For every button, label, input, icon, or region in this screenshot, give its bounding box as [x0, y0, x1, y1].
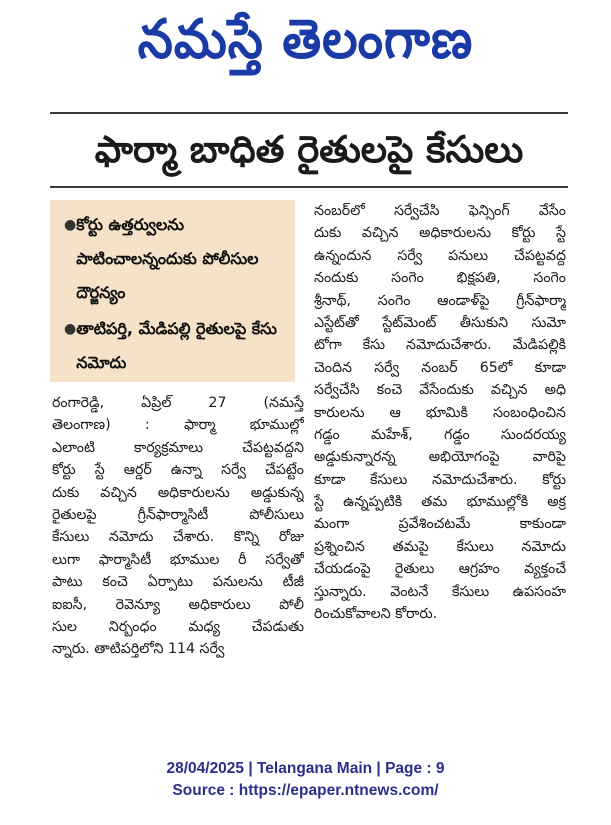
highlights-box	[50, 200, 295, 382]
article-line: కారులను ఆ భూమికి సంబంధించిన	[314, 404, 566, 421]
bullet-icon: ●	[64, 217, 77, 233]
article-line: నందుకు సంగెం భిక్షపతి, సంగెం	[314, 270, 566, 287]
article-line: సర్వేచేసి కంచె వేసేందుకు వచ్చిన అధి	[314, 382, 566, 399]
masthead	[0, 4, 611, 74]
article-line: గడ్డం మహేశ్, గడ్డం సుందరయ్య	[314, 426, 566, 443]
highlight-item	[64, 312, 287, 380]
bullet-icon: ●	[64, 321, 77, 337]
footer-source: Source : https://epaper.ntnews.com/	[172, 782, 439, 799]
masthead-logo: నమస్తే తెలంగాణ	[137, 7, 474, 71]
article-line: ఎస్టేట్‌తో స్టేట్‌మెంట్ తీసుకుని సుమో	[314, 314, 566, 331]
article-line: రించుకోవాలని కోరారు.	[314, 606, 438, 623]
article-line: ఉన్నందున సర్వే పనులు చేపట్టవద్ద	[314, 247, 566, 264]
article-line: మంగా ప్రవేశించటమే కాకుండా	[314, 516, 566, 533]
article-line: న్నారు. తాటిపర్తిలోని 114 సర్వే	[52, 641, 225, 658]
article-line: కోర్టు స్టే ఆర్డర్ ఉన్నా సర్వే చేపట్టేం	[52, 462, 304, 479]
article-line: కూడా కేసులు నమోదుచేశారు. కోర్టు	[314, 471, 566, 488]
article-line: ఎలాంటి కార్యక్రమాలు చేపట్టవద్దని	[52, 439, 304, 456]
article-line: టోగా కేసు నమోదుచేశారు. మేడిపల్లికి	[314, 337, 566, 354]
article-line: పాటు కంచె ఏర్పాటు పనులను టీజీ	[52, 574, 304, 591]
highlight-item	[64, 208, 287, 310]
article-line: ఐఐసీ, రెవెన్యూ అధికారులు పోలీ	[52, 596, 304, 613]
article-line: సుల నిర్బంధం మధ్య చేపడుతు	[52, 618, 304, 635]
article-line: చెందిన సర్వే నంబర్ 65లో కూడా	[314, 359, 566, 376]
highlight-text: తాటిపర్తి, మేడిపల్లి రైతులపై కేసు నమోదు	[76, 319, 277, 372]
headline-bottom-rule	[50, 186, 568, 188]
article-line: రైతులపై గ్రీన్‌ఫార్మాసిటీ పోలీసులు	[52, 506, 304, 523]
footer-dateline: 28/04/2025 | Telangana Main | Page : 9	[166, 760, 445, 777]
article-line: ప్రశ్నించిన తమపై కేసులు నమోదు	[314, 538, 566, 555]
article-line: శ్రీనాథ్, సంగెం ఆండాళ్‌పై గ్రీన్‌ఫార్మా	[314, 292, 566, 309]
article-line: స్టే ఉన్నప్పటికి తమ భూముల్లోకి అక్ర	[314, 494, 566, 511]
article-line: చేయడంపై రైతులు ఆగ్రహం వ్యక్తంచే	[314, 561, 566, 578]
article-line: రంగారెడ్డి, ఏప్రిల్ 27 (నమస్తే	[52, 395, 304, 411]
article-line: తెలంగాణ) : ఫార్మా భూముల్లో	[52, 417, 304, 434]
article-line: లుగా ఫార్మాసిటీ భూముల రీ సర్వేతో	[52, 551, 304, 568]
article-line: దుకు వచ్చిన అధికారులను అడ్డుకున్న	[52, 484, 304, 501]
article-line: అడ్డుకున్నారన్న అభియోగంపై వారిపై	[314, 449, 566, 466]
article-line: దుకు వచ్చిన అధికారులను కోర్టు స్టే	[314, 225, 566, 242]
article-headline: ఫార్మా బాధిత రైతులపై కేసులు	[94, 128, 524, 171]
article-line: స్తున్నారు. వెంటనే కేసులు ఉపసంహ	[314, 583, 566, 600]
article-line: నంబర్‌లో సర్వేచేసి ఫెన్సింగ్ వేసేం	[314, 203, 566, 219]
headline-top-rule	[50, 112, 568, 114]
article-column-right	[314, 200, 566, 625]
article-column-left	[52, 392, 304, 661]
highlight-text: కోర్టు ఉత్తర్వులను పాటించాలన్నందుకు పోలీసుల దౌర్జన్యం	[76, 215, 259, 302]
footer	[0, 758, 611, 802]
article-line: కేసులు నమోదు చేశారు. కొన్ని రోజు	[52, 529, 304, 546]
